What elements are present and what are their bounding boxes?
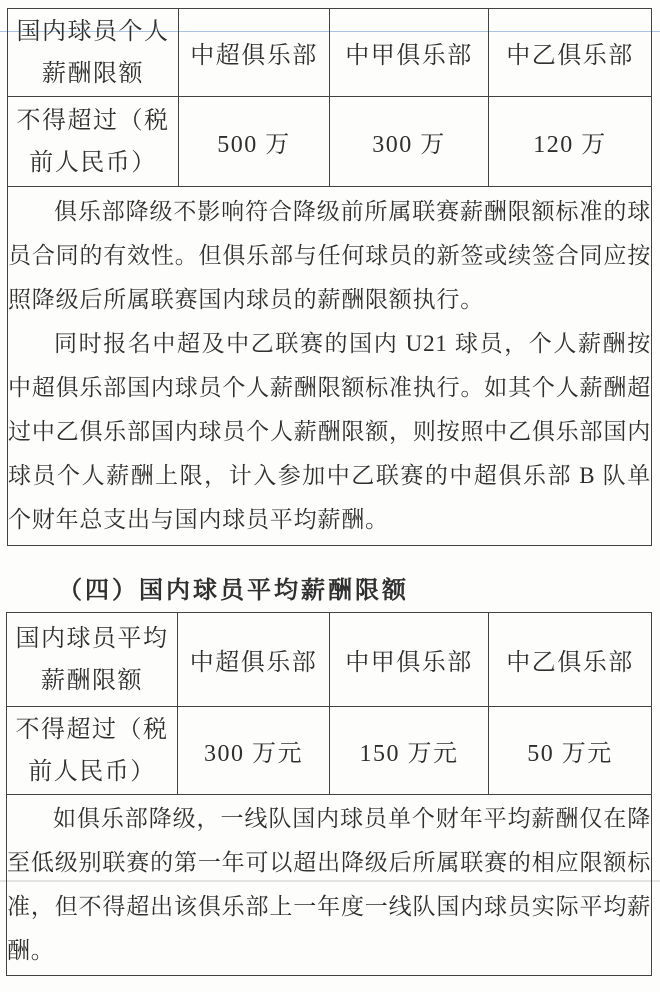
table2-header-league-one: 中甲俱乐部 xyxy=(330,613,489,707)
table1-value-csl: 500 万 xyxy=(179,97,330,187)
table2-value-league-one: 150 万元 xyxy=(330,707,489,795)
table1-note-paragraph-1: 俱乐部降级不影响符合降级前所属联赛薪酬限额标准的球员合同的有效性。但俱乐部与任何球员的新签或续签合同应按照降级后所属联赛国内球员的薪酬限额执行。 xyxy=(8,199,651,312)
section-heading: （四）国内球员平均薪酬限额 xyxy=(58,578,409,604)
table2-row-label-line1: 不得超过（税 xyxy=(15,716,169,743)
table1-row-label-line1: 不得超过（税 xyxy=(16,107,170,134)
table2-header-csl: 中超俱乐部 xyxy=(178,613,330,707)
table2-note-cell xyxy=(7,795,652,976)
individual-salary-cap-table xyxy=(7,8,652,546)
table1-header-csl: 中超俱乐部 xyxy=(179,9,330,97)
table2-header-league-two: 中乙俱乐部 xyxy=(489,613,652,707)
table1-corner-line1: 国内球员个人 xyxy=(16,18,170,45)
table1-row-label-line2: 前人民币） xyxy=(29,149,157,176)
table-row xyxy=(7,613,652,707)
table1-header-league-two: 中乙俱乐部 xyxy=(489,9,652,97)
table2-corner-line2: 薪酬限额 xyxy=(41,667,143,694)
table2-row-label-line2: 前人民币） xyxy=(28,758,156,785)
table-row xyxy=(8,97,652,187)
table2-note-paragraph-1: 如俱乐部降级，一线队国内球员单个财年平均薪酬仅在降至低级别联赛的第一年可以超出降级后所属联赛的相应限额标准，但不得超出该俱乐部上一年度一线队国内球员实际平均薪酬。 xyxy=(7,806,651,963)
table2-value-csl: 300 万元 xyxy=(178,707,330,795)
average-salary-cap-table xyxy=(6,612,652,976)
table2-corner-line1: 国内球员平均 xyxy=(15,625,169,652)
table1-note-paragraph-2: 同时报名中超及中乙联赛的国内 U21 球员，个人薪酬按中超俱乐部国内球员个人薪酬限额标准执行。如其个人薪酬超过中乙俱乐部国内球员个人薪酬限额，则按照中乙俱乐部国内球员个人薪酬上限，计入参加中乙联赛的中超俱乐部 B 队单个财年总支出与国内球员平均薪酬。 xyxy=(8,331,651,532)
table-row xyxy=(8,9,652,97)
table-row xyxy=(7,707,652,795)
table1-header-league-one: 中甲俱乐部 xyxy=(330,9,489,97)
table2-row-label xyxy=(7,707,178,795)
table1-value-league-one: 300 万 xyxy=(330,97,489,187)
table1-corner-label xyxy=(8,9,179,97)
table2-value-league-two: 50 万元 xyxy=(489,707,652,795)
table1-row-label xyxy=(8,97,179,187)
table1-value-league-two: 120 万 xyxy=(489,97,652,187)
table2-corner-label xyxy=(7,613,178,707)
table1-note-cell xyxy=(8,187,652,546)
table1-corner-line2: 薪酬限额 xyxy=(42,60,144,87)
table-row xyxy=(8,187,652,546)
table-row xyxy=(7,795,652,976)
